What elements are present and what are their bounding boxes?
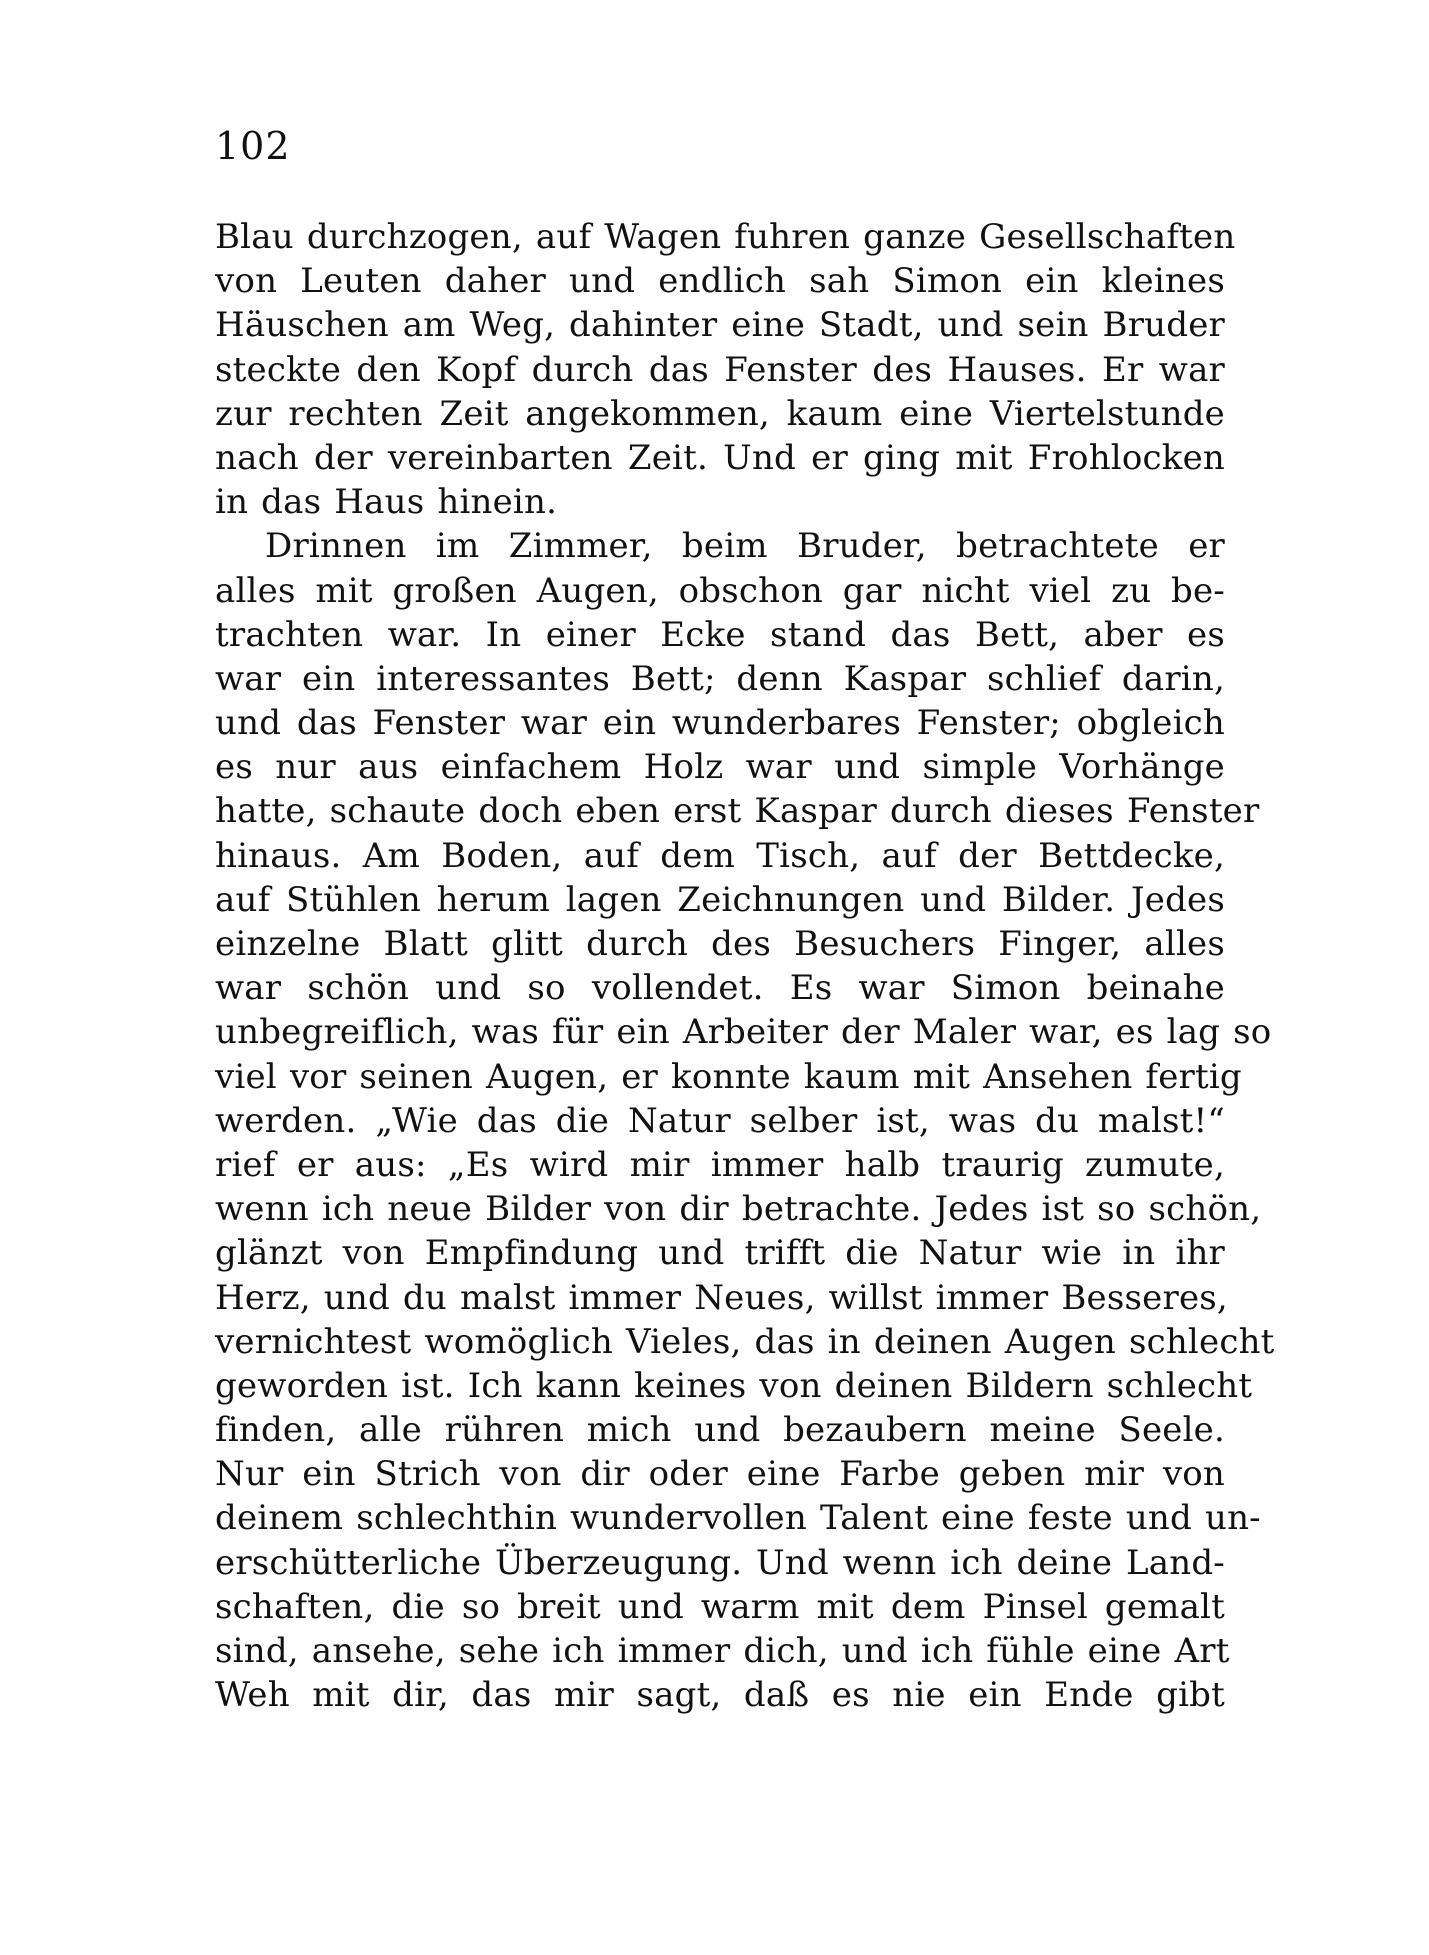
text-line: unbegreiflich, was für ein Arbeiter der Maler war, es lag so xyxy=(215,1012,1272,1053)
text-line: Häuschen am Weg, dahinter eine Stadt, und sein Bruder xyxy=(215,305,1225,346)
text-line: trachten war. In einer Ecke stand das Bett, aber es xyxy=(215,614,1225,655)
text-line: war schön und so vollendet. Es war Simon beinahe xyxy=(215,968,1225,1009)
text-line: Herz, und du malst immer Neues, willst immer Besseres, xyxy=(215,1277,1228,1318)
text-line: vernichtest womöglich Vieles, das in deinen Augen schlecht xyxy=(215,1321,1275,1362)
text-line: wenn ich neue Bilder von dir betrachte. Jedes ist so schön, xyxy=(215,1189,1262,1230)
text-line: Drinnen im Zimmer, beim Bruder, betrachtete er xyxy=(265,526,1225,567)
text-line: Weh mit dir, das mir sagt, daß es nie ein Ende gibt xyxy=(215,1675,1225,1716)
text-line: war ein interessantes Bett; denn Kaspar schlief darin, xyxy=(215,658,1225,699)
text-line: geworden ist. Ich kann keines von deinen Bildern schlecht xyxy=(215,1365,1253,1406)
text-line: hatte, schaute doch eben erst Kaspar durch dieses Fenster xyxy=(215,791,1260,832)
text-line: glänzt von Empfindung und trifft die Natur wie in ihr xyxy=(215,1233,1225,1274)
text-line: hinaus. Am Boden, auf dem Tisch, auf der Bettdecke, xyxy=(215,835,1225,876)
text-line: schaften, die so breit und warm mit dem Pinsel gemalt xyxy=(215,1586,1225,1627)
text-line: steckte den Kopf durch das Fenster des Hauses. Er war xyxy=(215,349,1225,390)
text-line: von Leuten daher und endlich sah Simon ein kleines xyxy=(215,261,1225,302)
text-line: einzelne Blatt glitt durch des Besuchers Finger, alles xyxy=(215,924,1225,964)
text-line: in das Haus hinein. xyxy=(215,482,558,523)
page-number: 102 xyxy=(215,124,291,168)
text-line: Blau durchzogen, auf Wagen fuhren ganze Gesellschaften xyxy=(215,217,1236,257)
text-line: finden, alle rühren mich und bezaubern meine Seele. xyxy=(215,1410,1225,1451)
text-line: sind, ansehe, sehe ich immer dich, und ich fühle eine Art xyxy=(215,1631,1230,1671)
text-line: es nur aus einfachem Holz war und simple Vorhänge xyxy=(215,747,1225,788)
text-line: zur rechten Zeit angekommen, kaum eine Viertelstunde xyxy=(215,393,1225,434)
text-line: alles mit großen Augen, obschon gar nicht viel zu be- xyxy=(215,570,1225,611)
text-line: und das Fenster war ein wunderbares Fenster; obgleich xyxy=(215,703,1225,744)
text-line: werden. „Wie das die Natur selber ist, was du malst!“ xyxy=(215,1100,1225,1141)
text-line: Nur ein Strich von dir oder eine Farbe geben mir von xyxy=(215,1454,1225,1495)
text-line: rief er aus: „Es wird mir immer halb traurig zumute, xyxy=(215,1144,1225,1185)
text-line: erschütterliche Überzeugung. Und wenn ich deine Land- xyxy=(215,1542,1225,1583)
text-line: auf Stühlen herum lagen Zeichnungen und Bilder. Jedes xyxy=(215,879,1225,920)
text-line: viel vor seinen Augen, er konnte kaum mit Ansehen fertig xyxy=(215,1056,1242,1097)
text-line: nach der vereinbarten Zeit. Und er ging mit Frohlocken xyxy=(215,437,1225,478)
body-text xyxy=(215,215,1275,1717)
text-line: deinem schlechthin wundervollen Talent eine feste und un- xyxy=(215,1498,1261,1539)
